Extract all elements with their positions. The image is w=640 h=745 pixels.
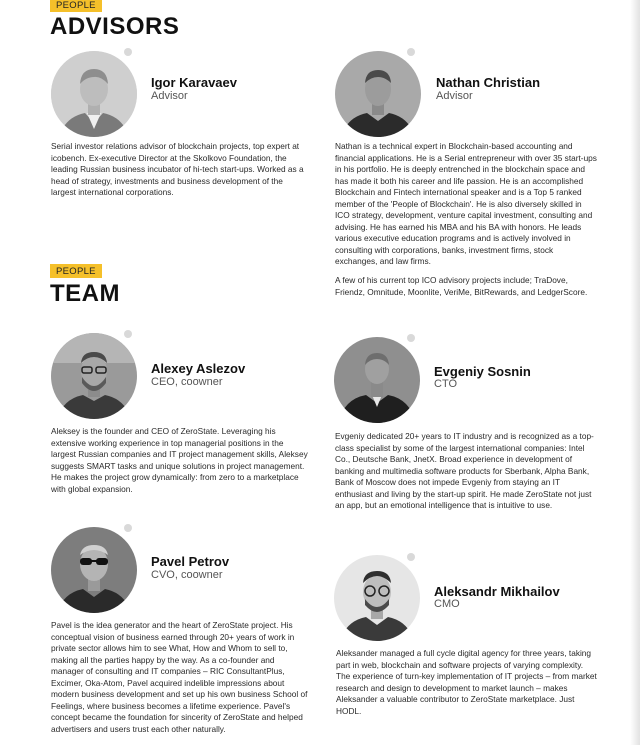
avatar-status-dot — [407, 48, 415, 56]
section-tag-advisors: PEOPLE — [50, 0, 102, 12]
avatar-igor-karavaev — [51, 51, 137, 137]
avatar-pavel-petrov — [51, 527, 137, 613]
person-name: Evgeniy Sosnin — [434, 364, 531, 379]
person-name: Alexey Aslezov — [151, 361, 246, 376]
person-name: Igor Karavaev — [151, 75, 237, 90]
avatar-nathan-christian — [335, 51, 421, 137]
person-bio: Evgeniy dedicated 20+ years to IT industry and is recognized as a top-class specialist by some of the largest international companies: Intel Co., Deutsche Bank, JnetX. Broad experience in development of banking and multimedia software products for Sberbank, Alpha Bank, Bank of Moscow does not impede Evgeniy from staying an IT enthusiast and living by the start-up spirit. He made ZeroState not just an app, but an emotional intelligence that is intuitive to use. — [335, 431, 594, 510]
person-name: Pavel Petrov — [151, 554, 230, 569]
person-role: CEO, coowner — [151, 376, 223, 388]
person-role: CTO — [434, 378, 458, 390]
page-edge-shadow — [630, 0, 640, 745]
avatar-status-dot — [407, 553, 415, 561]
section-title-team: TEAM — [50, 280, 120, 307]
person-role: CMO — [434, 598, 460, 610]
avatar-evgeniy-sosnin — [334, 337, 420, 423]
section-tag-team: PEOPLE — [50, 264, 102, 278]
person-bio: Pavel is the idea generator and the heart of ZeroState project. His conceptual vision of business earned through 20+ years of work in private sector allows him to see What, How and Whom to sell to, making all the parties happy by the way. As a co-founder and manager of consulting and IT companies – RIC ConsultantPlus, Excimer, Oka-Atom, Pavel acquired indelible impressions about modern business development and set up his own business School of Feelings, where business becomes a lifetime experience. Pavel's concept became the foundation for sincerity of ZeroState and helped advertisers and users trust each other naturally. — [51, 620, 308, 734]
person-role: Advisor — [436, 90, 473, 102]
person-bio: Aleksey is the founder and CEO of ZeroState. Leveraging his extensive working experience in top managerial positions in the largest Russian companies and IT project management skills, Aleksey suggests SMART tasks and unique solutions in project management. He makes the project grow dynamically: from zero to a marketplace with global expansion. — [51, 426, 308, 494]
avatar-aleksandr-mikhailov — [334, 555, 420, 641]
avatar-status-dot — [124, 330, 132, 338]
person-name: Aleksandr Mikhailov — [434, 584, 560, 599]
person-bio: Serial investor relations advisor of blockchain projects, top expert at icobench. Ex-executive Director at the Skolkovo Foundation, the leading Russian business incubator of hi-tech start-ups. Worked as a head of strategy, investments and business development of the largest international corporations. — [51, 141, 304, 197]
person-name: Nathan Christian — [436, 75, 541, 90]
section-title-advisors: ADVISORS — [50, 13, 180, 40]
person-bio: Aleksander managed a full cycle digital agency for three years, taking part in web, blockchain and software projects of varying complexity. The experience of turn-key implementation of IT projects – from market research and design to development to market launch – makes Aleksander a valuable contributor to ZeroState marketplace. Just HODL. — [336, 648, 597, 716]
avatar-status-dot — [124, 48, 132, 56]
person-role: Advisor — [151, 90, 188, 102]
avatar-status-dot — [407, 334, 415, 342]
person-bio-extra: A few of his current top ICO advisory projects include; TraDove, Friendz, Omnitude, Moonlite, VeriMe, BitRewards, and LedgerScore. — [335, 275, 588, 297]
avatar-alexey-aslezov — [51, 333, 137, 419]
person-role: CVO, coowner — [151, 569, 223, 581]
avatar-status-dot — [124, 524, 132, 532]
person-bio: Nathan is a technical expert in Blockchain-based accounting and financial applications. He is a Serial entrepreneur with over 35 start-ups in his portfolio. He is deeply entrenched in the blockchain space and has made it both his career and life passion. He is an accomplished Blockchain and Fintech international speaker and is a Top 5 ranked member of the 'People of Blockchain'. He is also diversely skilled in ICO strategy, development, venture capital investment, consulting and advising. He has earned his MBA and his BA with honors. He leads various executive education programs and is actively involved in consulting with corporations, banks, investment firms, stock exchanges, and law firms. — [335, 141, 597, 266]
